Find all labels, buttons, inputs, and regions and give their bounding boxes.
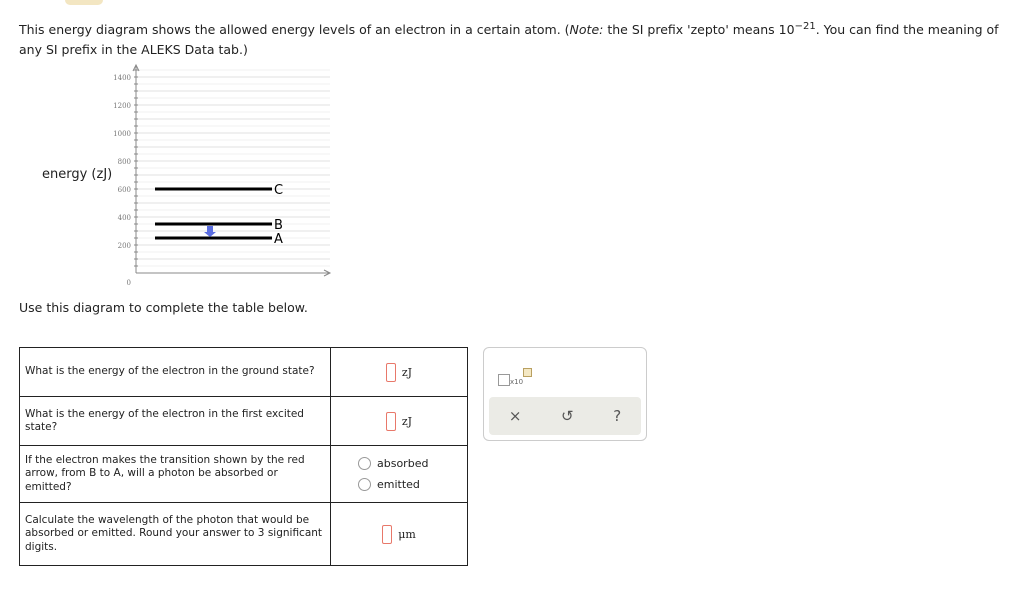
level-label: C [274, 183, 284, 198]
tick-label: 1400 [113, 74, 131, 82]
table-row [20, 446, 468, 503]
tool-panel [483, 347, 647, 441]
tick-label: 200 [117, 242, 131, 250]
radio-absorbed[interactable]: absorbed [358, 457, 466, 470]
question: Calculate the wavelength of the photon that would be absorbed or emitted. Round your answer to 3 significant digits. [20, 503, 331, 566]
tick-label: 0 [126, 279, 131, 287]
unit: μm [398, 527, 416, 541]
tick-label: 800 [117, 158, 131, 166]
clear-button[interactable]: × [508, 407, 522, 425]
answer-table [19, 347, 468, 566]
tick-label: 400 [117, 214, 131, 222]
undo-button[interactable]: ↺ [561, 407, 574, 425]
help-button[interactable]: ? [613, 407, 622, 425]
energy-diagram [100, 60, 340, 290]
unit: zJ [401, 365, 413, 379]
table-row [20, 348, 468, 397]
tab-nub[interactable] [65, 0, 103, 5]
tick-label: 1200 [113, 102, 131, 110]
question: What is the energy of the electron in the ground state? [20, 348, 331, 397]
level-label: A [274, 232, 283, 247]
tick-label: 600 [117, 186, 131, 194]
answer-input[interactable] [382, 525, 392, 544]
radio-emitted[interactable]: emitted [358, 478, 466, 491]
instruction-text: Use this diagram to complete the table below. [19, 300, 308, 315]
level-label: B [274, 218, 283, 233]
tick-label: 1000 [113, 130, 131, 138]
table-row [20, 503, 468, 566]
question: What is the energy of the electron in the first excited state? [20, 397, 331, 446]
answer-input[interactable] [386, 412, 396, 431]
question: If the electron makes the transition shown by the red arrow, from B to A, will a photon be absorbed or emitted? [20, 446, 331, 503]
unit: zJ [401, 414, 413, 428]
intro-text: This energy diagram shows the allowed energy levels of an electron in a certain atom. (Note: the SI prefix 'zepto' means $10^{-21}$. You can find the meaning of any SI prefix in the ALEKS Data tab.) [19, 21, 999, 58]
scientific-notation-button[interactable]: x10 [498, 368, 532, 386]
answer-input[interactable] [386, 363, 396, 382]
y-axis-label: energy (zJ) [42, 167, 113, 182]
table-row [20, 397, 468, 446]
